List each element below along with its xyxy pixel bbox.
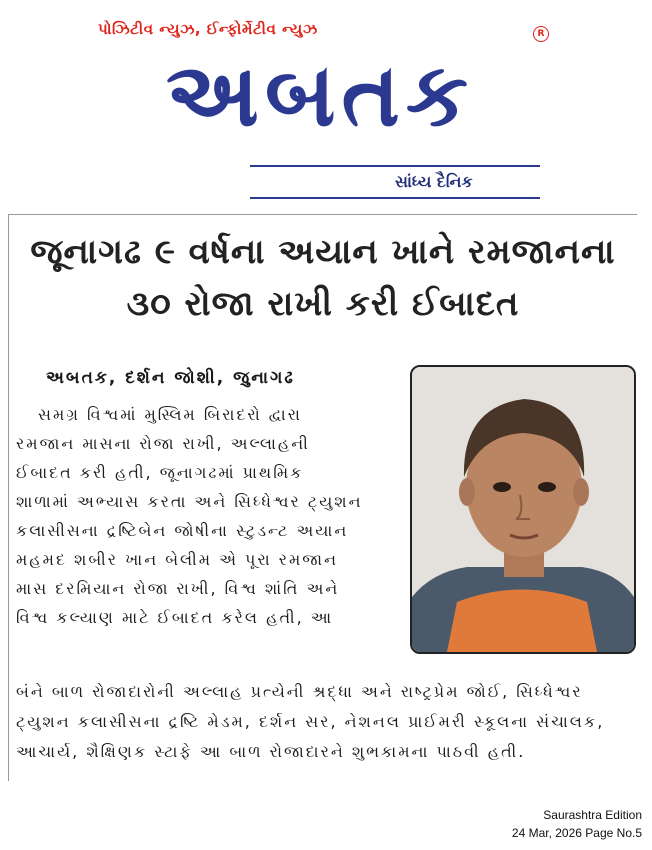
body-line: સમગ્ર વિશ્વમાં મુસ્લિમ બિરાદરો દ્વારા xyxy=(38,405,302,424)
registered-mark-icon: R xyxy=(533,26,549,42)
masthead xyxy=(0,0,652,210)
edition-name: Saurashtra Edition xyxy=(543,808,642,822)
tagline: પોઝિટીવ ન્યુઝ, ઈન્ફોર્મેટીવ ન્યુઝ xyxy=(98,20,318,38)
body-line: ટ્યુશન કલાસીસના દ્રષ્ટિ મેડમ, દર્શન સર, નેશનલ પ્રાઈમરી સ્કૂલના સંચાલક, xyxy=(16,712,605,731)
body-line: ઈબાદત કરી હતી, જૂનાગઢમાં પ્રાથમિક xyxy=(16,463,304,482)
article-full-width-text xyxy=(16,677,636,767)
headline-line-2: ૩૦ રોજા રાખી કરી ઈબાદત xyxy=(126,284,520,324)
headline-line-1: જૂનાગઢ ૯ વર્ષના અયાન ખાને રમજાનના xyxy=(30,232,616,272)
body-line: મહમદ શબીર ખાન બેલીમ એ પૂરા રમજાન xyxy=(16,550,338,569)
article-column-text xyxy=(16,400,406,632)
masthead-rule-bottom xyxy=(250,197,540,199)
edition-date-page: 24 Mar, 2026 Page No.5 xyxy=(511,826,642,840)
article-headline xyxy=(10,226,636,330)
masthead-rule-top xyxy=(250,165,540,167)
body-line: રમજાન માસના રોજા રાખી, અલ્લાહની xyxy=(16,434,310,453)
edition-info xyxy=(512,806,642,842)
body-line: આચાર્ય, શૈક્ષિણક સ્ટાફે આ બાળ રોજાદારને શુભકામના પાઠવી હતી. xyxy=(16,742,526,761)
child-portrait-image xyxy=(412,367,634,652)
body-line: માસ દરમિયાન રોજા રાખી, વિશ્વ શાંતિ અને xyxy=(16,579,340,598)
body-line: શાળામાં અભ્યાસ કરતા અને સિધ્ધેશ્વર ટ્યુશન xyxy=(16,492,363,511)
body-line: બંને બાળ રોજાદારોની અલ્લાહ પ્રત્યેની શ્રદ્ધા અને રાષ્ટ્રપ્રેમ જોઈ, સિધ્ધેશ્વર xyxy=(16,682,583,701)
article-byline: અબતક, દર્શન જોશી, જુનાગઢ xyxy=(46,368,295,388)
newspaper-logo: અબતક xyxy=(166,43,474,146)
masthead-subtitle: સાંધ્ય દૈનિક xyxy=(395,172,473,191)
body-line: કલાસીસના દ્રષ્ટિબેન જોષીના સ્ટુડન્ટ અયાન xyxy=(16,521,349,540)
article-photo xyxy=(410,365,636,654)
body-line: વિશ્વ કલ્યાણ માટે ઈબાદત કરેલ હતી, આ xyxy=(16,608,334,627)
